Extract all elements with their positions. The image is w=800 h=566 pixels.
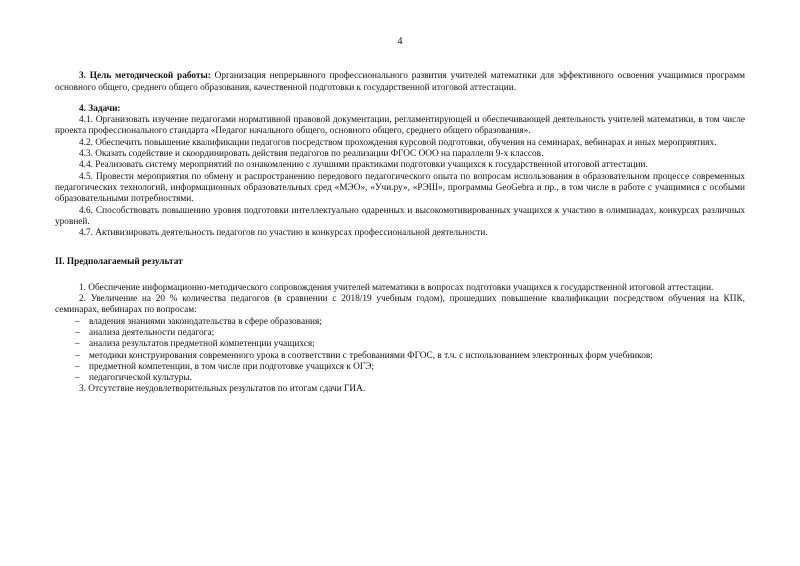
result-sub-item-text: анализа результатов предметной компетенции учащихся;	[89, 339, 315, 350]
results-heading: II. Предполагаемый результат	[55, 257, 183, 268]
result-sub-item-text: предметной компетенции, в том числе при подготовке учащихся к ОГЭ;	[89, 361, 374, 372]
result-sub-item	[55, 362, 745, 373]
task-item-4-1: 4.1. Организовать изучение педагогами нормативной правовой документации, регламентирующей и обеспечивающей деятельность учителей математики, в том числе проекта профессионального стандарта «Педагог начального общего, основного общего, среднего общего образования».	[55, 115, 745, 137]
dash-marker: –	[75, 339, 80, 350]
result-item-3: 3. Отсутствие неудовлетворительных результатов по итогам сдачи ГИА.	[79, 384, 366, 395]
dash-marker: –	[75, 316, 80, 327]
dash-marker: –	[75, 350, 80, 361]
goal-label: 3. Цель методической работы:	[79, 71, 211, 82]
task-item-4-6: 4.6. Способствовать повышению уровня подготовки интеллектуально одаренных и высокомотивированных учащихся к участию в олимпиадах, конкурсах различных уровней.	[55, 205, 745, 227]
task-item-4-7: 4.7. Активизировать деятельность педагогов по участию в конкурсах профессиональной деятельности.	[79, 228, 488, 239]
result-sub-item	[55, 317, 745, 328]
tasks-heading: 4. Задачи:	[79, 103, 121, 114]
result-sub-item-text: владения знаниями законодательства в сфере образования;	[89, 316, 322, 327]
task-item-4-2: 4.2. Обеспечить повышение квалификации педагогов посредством прохождения курсовой подготовки, обучения на семинарах, вебинарах и иных мероприятиях.	[79, 137, 717, 148]
result-sub-item-text: анализа деятельности педагога;	[89, 327, 215, 338]
result-sub-item-text: педагогической культуры.	[89, 373, 192, 384]
task-item-4-4: 4.4. Реализовать систему мероприятий по ознакомлению с лучшими практиками подготовки учащихся к государственной итоговой аттестации.	[79, 160, 648, 171]
dash-marker: –	[75, 361, 80, 372]
goal-text: Организация непрерывного профессионального развития учителей математики для эффективного освоения учащимися программ основного общего, среднего общего образования, качественной подготовки к государственной итоговой аттестации.	[55, 71, 745, 93]
result-item-1: 1. Обеспечение информационно-методического сопровождения учителей математики в вопросах подготовки учащихся к государственной итоговой аттестации.	[79, 282, 714, 293]
result-item-2: 2. Увеличение на 20 % количества педагогов (в сравнении с 2018/19 учебным годом), прошедших повышение квалификации посредством обучения на КПК, семинарах, вебинарах по вопросам:	[55, 294, 745, 316]
task-item-4-5: 4.5. Провести мероприятия по обмену и распространению передового педагогического опыта по вопросам использования в образовательном процессе современных педагогических технологий, информационных образовательных сред «МЭО», «Учи.ру», «РЭШ», программы GeoGebra и пр., в том числе в работе с учащимися с особыми образовательными потребностями.	[55, 171, 745, 205]
result-sub-item-text: методики конструирования современного урока в соответствии с требованиями ФГОС, в т.ч. с использованием электронных форм учебников;	[89, 350, 653, 361]
result-sub-item	[55, 351, 745, 362]
goal-paragraph	[55, 71, 745, 94]
task-item-4-3: 4.3. Оказать содействие и скоординировать действия педагогов по реализации ФГОС ООО на параллели 9-х классов.	[79, 149, 544, 160]
result-sub-item	[55, 328, 745, 339]
dash-marker: –	[75, 327, 80, 338]
result-sub-item	[55, 373, 745, 384]
dash-marker: –	[75, 373, 80, 384]
result-sub-item	[55, 339, 745, 350]
page-number: 4	[397, 36, 403, 47]
